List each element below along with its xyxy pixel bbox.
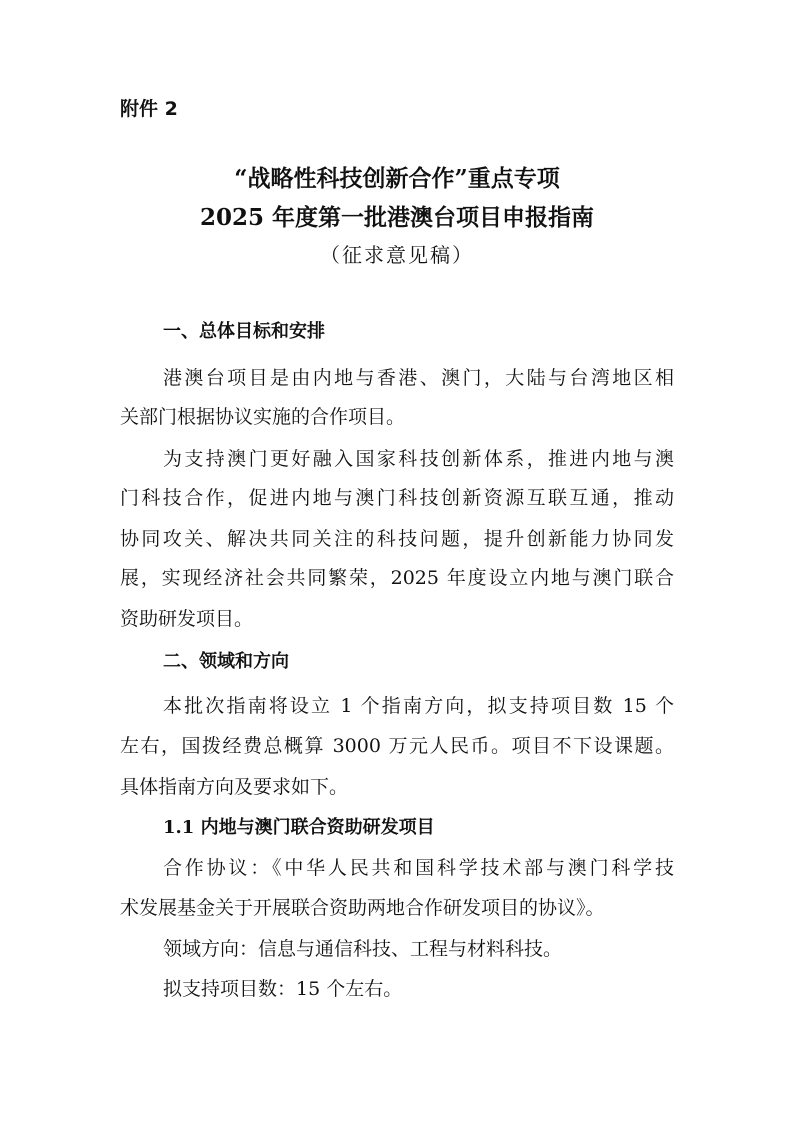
section-2-heading: 二、领域和方向: [163, 651, 289, 672]
section-1-para-1-line-2: 关部门根据协议实施的合作项目。: [120, 406, 406, 428]
section-1-heading: 一、总体目标和安排: [163, 321, 325, 342]
section-1-para-2-line-2: 门科技合作，促进内地与澳门科技创新资源互联互通，推动: [120, 487, 674, 509]
section-1-para-2-line-3: 协同攻关、解决共同关注的科技问题，提升创新能力协同发: [120, 528, 674, 550]
document-title-line-2: 2025 年度第一批港澳台项目申报指南: [199, 204, 595, 231]
field-direction: 领域方向：信息与通信科技、工程与材料科技。: [163, 938, 563, 960]
section-2-para-1-line-3: 具体指南方向及要求如下。: [120, 776, 349, 798]
subsection-1-1-heading: 1.1 内地与澳门联合资助研发项目: [163, 817, 435, 838]
section-1-para-2-line-1: 为支持澳门更好融入国家科技创新体系，推进内地与澳: [163, 448, 674, 470]
agreement-line-1: 合作协议：《中华人民共和国科学技术部与澳门科学技: [163, 857, 674, 879]
annex-label: 附件 2: [120, 98, 178, 120]
section-1-para-2-line-5: 资助研发项目。: [120, 608, 254, 630]
document-title-line-1: “战略性科技创新合作”重点专项: [234, 165, 560, 192]
section-2-para-1-line-1: 本批次指南将设立 1 个指南方向，拟支持项目数 15 个: [163, 695, 674, 717]
document-subtitle: （征求意见稿）: [320, 243, 474, 267]
agreement-line-2: 术发展基金关于开展联合资助两地合作研发项目的协议》。: [120, 897, 605, 919]
section-2-para-1-line-2: 左右，国拨经费总概算 3000 万元人民币。项目不下设课题。: [120, 735, 674, 757]
section-1-para-2-line-4: 展，实现经济社会共同繁荣，2025 年度设立内地与澳门联合: [120, 567, 674, 589]
section-1-para-1-line-1: 港澳台项目是由内地与香港、澳门，大陆与台湾地区相: [163, 367, 674, 389]
project-count: 拟支持项目数：15 个左右。: [163, 978, 403, 1000]
